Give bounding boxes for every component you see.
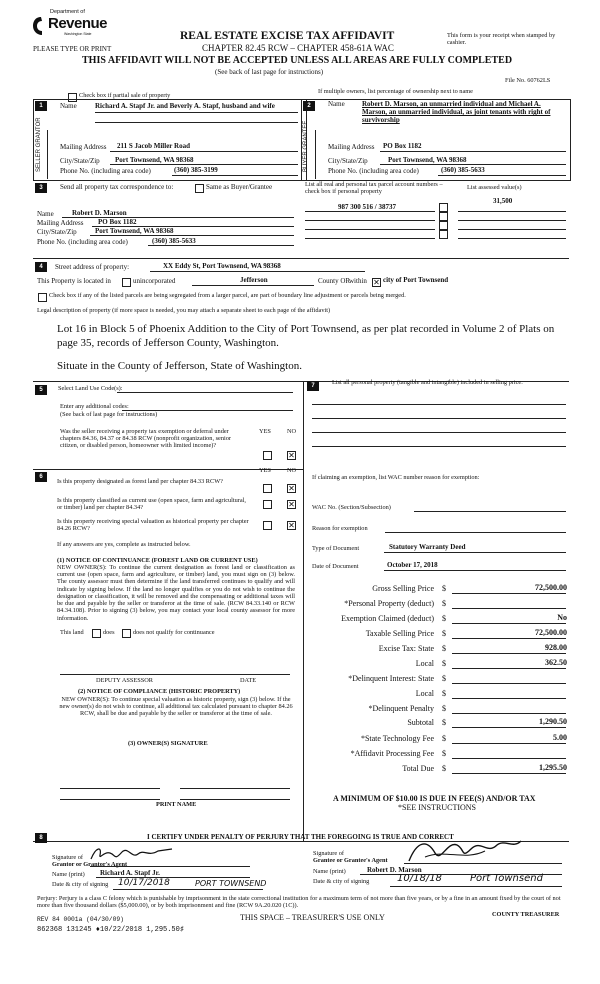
grantor-date-label: Date & city of signing [52, 881, 109, 888]
personal-property-label: List all personal property (tangible and intangible) included in selling price. [332, 379, 523, 386]
money-value[interactable]: 1,295.50 [539, 763, 567, 772]
legal-label: Legal description of property (if more space is needed, you may attach a separate sheet to each page of the affidavit) [37, 307, 331, 314]
dollar-sign: $ [442, 734, 446, 743]
forest-yes-checkbox[interactable] [263, 484, 272, 493]
legal-description[interactable]: Lot 16 in Block 5 of Phoenix Addition to the City of Port Townsend, as per plat recorded in Volume 2 of Plats on page 35, records of Jefferson County, Washington. [57, 323, 555, 349]
seller-side-label: SELLER GRANTOR [36, 117, 42, 172]
money-underline [452, 713, 566, 714]
money-label: *Affidavit Processing Fee [350, 749, 434, 758]
dollar-sign: $ [442, 749, 446, 758]
money-label: *Delinquent Interest: State [348, 674, 434, 683]
located-in-label: This Property is located in [37, 277, 111, 285]
money-underline [452, 773, 566, 774]
corr-mailing-label: Mailing Address [37, 219, 84, 227]
money-underline [452, 653, 566, 654]
section-7-number: 7 [307, 381, 319, 391]
segregated-checkbox[interactable] [38, 293, 47, 302]
current-use-yes-checkbox[interactable] [263, 500, 272, 509]
unincorporated-checkbox[interactable] [122, 278, 131, 287]
treasurer-use: THIS SPACE – TREASURER'S USE ONLY [240, 913, 385, 922]
dollar-sign: $ [442, 614, 446, 623]
see-back-header: (See back of last page for instructions) [215, 68, 324, 76]
money-label: *State Technology Fee [360, 734, 434, 743]
rev-number: REV 84 0001a (04/30/09) [37, 916, 124, 923]
no-header-5: NO [287, 428, 297, 435]
deputy-assessor-label: DEPUTY ASSESSOR [96, 677, 153, 684]
parcel-number[interactable]: 987 300 516 / 38737 [338, 203, 396, 211]
grantee-date[interactable]: 10/18/18 [397, 873, 442, 884]
dollar-sign: $ [442, 674, 446, 683]
notice-compliance-title: (2) NOTICE OF COMPLIANCE (HISTORIC PROPERTY) [78, 688, 241, 695]
please-type: PLEASE TYPE OR PRINT [33, 45, 112, 53]
dollar-sign: $ [442, 644, 446, 653]
money-value[interactable]: 72,500.00 [535, 628, 567, 637]
does-not-qualify-checkbox[interactable] [122, 629, 131, 638]
additional-codes-label: Enter any additional codes: [60, 403, 129, 410]
section-5-number: 5 [35, 385, 47, 395]
print-name-label: PRINT NAME [156, 801, 197, 808]
doc-type-value[interactable]: Statutory Warranty Deed [389, 543, 466, 551]
money-label: Gross Selling Price [372, 584, 434, 593]
doc-date-value[interactable]: October 17, 2018 [387, 561, 438, 569]
notice-compliance-body: NEW OWNER(S): To continue special valuation as historic property, sign (3) below. If the new owner(s) do not wish to continue, all additional tax calculated pursuant to chapter 84.26 RCW, shall be due and payable by the seller or transferor at the time of sale. [59, 696, 293, 718]
buyer-phone-label: Phone No. (including area code) [328, 167, 419, 175]
money-label: Excise Tax: State [378, 644, 434, 653]
dollar-sign: $ [442, 584, 446, 593]
money-value[interactable]: 5.00 [553, 733, 567, 742]
doc-date-label: Date of Document [312, 563, 359, 570]
corr-name[interactable]: Robert D. Marson [72, 209, 127, 217]
assessed-value[interactable]: 31,500 [493, 197, 513, 205]
receipt-note: This form is your receipt when stamped by cashier. [447, 32, 556, 47]
exemption-claim-label: If claiming an exemption, list WAC number reason for exemption: [312, 474, 480, 481]
logo-state: Washington State [64, 32, 92, 36]
county-or-label: County OR [318, 277, 351, 285]
grantor-name-label: Name (print) [52, 871, 85, 878]
section-2-number: 2 [303, 101, 315, 111]
buyer-phone[interactable]: (360) 385-5633 [441, 166, 485, 174]
historic-no-checkbox[interactable]: ✕ [288, 521, 295, 530]
money-value[interactable]: 362.50 [545, 658, 567, 667]
grantee-name[interactable]: Robert D. Marson [367, 866, 422, 874]
logo-dept: Department of [50, 9, 85, 15]
corr-phone-label: Phone No. (including area code) [37, 238, 128, 246]
exemption-yes-checkbox[interactable] [263, 451, 272, 460]
parcel-label: List all real and personal tax parcel account numbers – check box if personal property [305, 181, 443, 196]
owner-signature-title: (3) OWNER(S) SIGNATURE [128, 740, 208, 747]
section-6-number: 6 [35, 472, 47, 482]
seller-phone[interactable]: (360) 385-3199 [174, 166, 218, 174]
yes-header-5: YES [259, 428, 271, 435]
section-4-number: 4 [35, 262, 47, 272]
parcel-4-personal-checkbox[interactable] [439, 230, 448, 239]
see-instructions: *SEE INSTRUCTIONS [398, 803, 477, 812]
seller-city-label: City/State/Zip [60, 157, 100, 165]
money-underline [452, 593, 566, 594]
money-label: Subtotal [407, 718, 434, 727]
doc-type-label: Type of Document [312, 545, 360, 552]
treasurer-stamp: 862368 131245 ♦10/22/2018 1,295.50♯ [37, 926, 185, 934]
within-label: within [349, 277, 367, 285]
grantor-name[interactable]: Richard A. Stapf Jr. [100, 869, 160, 877]
seller-name[interactable]: Richard A. Stapf Jr. and Beverly A. Stapf, husband and wife [95, 102, 275, 110]
money-underline [452, 683, 566, 684]
section-8-number: 8 [35, 833, 47, 843]
buyer-mailing[interactable]: PO Box 1182 [383, 142, 422, 150]
wac-label: WAC No. (Section/Subsection) [312, 504, 391, 511]
dollar-sign: $ [442, 704, 446, 713]
does-qualify-checkbox[interactable] [92, 629, 101, 638]
money-label: Exemption Claimed (deduct) [341, 614, 434, 623]
situate-text[interactable]: Situate in the County of Jefferson, State of Washington. [57, 360, 302, 372]
revenue-logo [32, 8, 108, 40]
buyer-mailing-label: Mailing Address [328, 143, 375, 151]
section-3-number: 3 [35, 183, 47, 193]
grantor-city[interactable]: PORT TOWNSEND [195, 879, 267, 888]
money-underline [452, 743, 566, 744]
form-title: REAL ESTATE EXCISE TAX AFFIDAVIT [180, 30, 395, 42]
dollar-sign: $ [442, 629, 446, 638]
forest-no-checkbox[interactable]: ✕ [288, 484, 295, 493]
logo-name: Revenue [48, 15, 108, 32]
historic-yes-checkbox[interactable] [263, 521, 272, 530]
grantee-name-label: Name (print) [313, 868, 346, 875]
seller-mailing-label: Mailing Address [60, 143, 107, 151]
grantor-date[interactable]: 10/17/2018 [118, 878, 170, 888]
current-use-question: Is this property classified as current use (open space, farm and agricultural, or timber) land per chapter 84.34? [57, 497, 247, 512]
grantee-date-label: Date & city of signing [313, 878, 370, 885]
multiple-owners-note: If multiple owners, list percentage of ownership next to name [318, 88, 473, 95]
street-label: Street address of property: [55, 263, 130, 271]
money-value[interactable]: 72,500.00 [535, 583, 567, 592]
corr-city[interactable]: Port Townsend, WA 98368 [95, 227, 174, 235]
within-city-checkbox[interactable]: ✕ [373, 278, 380, 287]
grantee-signature[interactable] [405, 835, 525, 865]
minimum-note: A MINIMUM OF $10.00 IS DUE IN FEE(S) AND/OR TAX [333, 794, 536, 803]
dollar-sign: $ [442, 659, 446, 668]
grantee-sig-label-2: Grantee or Grantee's Agent [313, 857, 388, 864]
money-underline [452, 698, 566, 699]
certify-text: I CERTIFY UNDER PENALTY OF PERJURY THAT THE FOREGOING IS TRUE AND CORRECT [147, 833, 454, 841]
if-yes-note: If any answers are yes, complete as instructed below. [57, 541, 191, 548]
does-label: does [103, 629, 115, 636]
buyer-name-label: Name [328, 100, 345, 108]
historic-question: Is this property receiving special valuation as historical property per chapter 84.26 RCW? [57, 518, 249, 533]
same-as-buyer-label: Same as Buyer/Grantee [206, 183, 273, 191]
this-land-label: This land [60, 629, 84, 636]
buyer-city-label: City/State/Zip [328, 157, 368, 165]
form-chapter: CHAPTER 82.45 RCW – CHAPTER 458-61A WAC [202, 43, 394, 53]
grantor-sig-label: Signature of [52, 854, 83, 861]
money-value[interactable]: 1,290.50 [539, 717, 567, 726]
corr-name-label: Name [37, 210, 54, 218]
perjury-note: Perjury: Perjury is a class C felony which is punishable by imprisonment in the state correctional institution for a maximum term of not more than five years, or by a fine in an amount fixed by the court of not more than five thousand dollars ($5,000.00), or by both imprisonment and fine (RCW 9A.20.020 (1C)). [37, 895, 561, 910]
seller-city[interactable]: Port Townsend, WA 98368 [115, 156, 194, 164]
county-treasurer: COUNTY TREASURER [492, 911, 560, 918]
assessor-date-label: DATE [240, 677, 257, 684]
dollar-sign: $ [442, 718, 446, 727]
city-of-label: city of Port Townsend [383, 276, 449, 284]
money-underline [452, 668, 566, 669]
money-value[interactable]: No [557, 613, 567, 622]
dollar-sign: $ [442, 599, 446, 608]
money-value[interactable]: 928.00 [545, 643, 567, 652]
corr-city-label: City/State/Zip [37, 228, 77, 236]
land-use-label: Select Land Use Code(s): [58, 385, 123, 392]
exemption-question: Was the seller receiving a property tax exemption or deferral under chapters 84.36, 84.37 or 84.38 RCW (nonprofit organization, senior citizen, or disabled person, homeowner with limited income)? [60, 428, 231, 450]
corr-mailing[interactable]: PO Box 1182 [98, 218, 137, 226]
seller-mailing[interactable]: 211 S Jacob Miller Road [117, 142, 190, 150]
parcel-3-personal-checkbox[interactable] [439, 221, 448, 230]
grantee-city[interactable]: Port Townsend [470, 873, 543, 884]
grantee-sig-label: Signature of [313, 850, 344, 857]
buyer-city[interactable]: Port Townsend, WA 98368 [388, 156, 467, 164]
no-header-6: NO [287, 467, 297, 474]
money-label: Total Due [402, 764, 434, 773]
dollar-sign: $ [442, 689, 446, 698]
buyer-side-label: BUYER GRANTEE [303, 120, 309, 172]
notice-continuance-body: NEW OWNER(S): To continue the current designation as forest land or classification as current use (open space, farm and agriculture, or timber) land, you must sign on (3) below. The county assessor must then determine if the land transferred continues to qualify and will indicate by signing below. If the land no longer qualifies or you do not wish to continue the designation or classification, it will be removed and the compensating or additional taxes will be due and payable by the seller or transferor at the time of sale. (RCW 84.33.140 or RCW 84.34.108). Prior to signing (3) below, you may contact your local county assessor for more information. [57, 564, 295, 622]
grantor-signature[interactable] [88, 843, 178, 865]
correspondence-label: Send all property tax correspondence to: [60, 183, 174, 191]
money-label: *Delinquent Penalty [368, 704, 434, 713]
seller-name-label: Name [60, 102, 77, 110]
does-not-label: does not qualify for continuance [133, 629, 215, 636]
seller-phone-label: Phone No. (including area code) [60, 167, 151, 175]
corr-phone[interactable]: (360) 385-5633 [152, 237, 196, 245]
reason-label: Reason for exemption [312, 525, 368, 532]
same-as-buyer-checkbox[interactable] [195, 184, 204, 193]
money-underline [452, 727, 566, 728]
money-underline [452, 638, 566, 639]
exemption-no-checkbox[interactable]: ✕ [288, 451, 295, 460]
partial-sale-label: Check box if partial sale of property [79, 92, 171, 99]
money-label: Taxable Selling Price [365, 629, 434, 638]
parcel-2-personal-checkbox[interactable] [439, 212, 448, 221]
buyer-name[interactable]: Robert D. Marson, an unmarried individual and Michael A. Marson, an unmarried individual, as joint tenants with right of survivorship [362, 100, 551, 125]
form-warning: THIS AFFIDAVIT WILL NOT BE ACCEPTED UNLESS ALL AREAS ARE FULLY COMPLETED [82, 55, 513, 66]
see-back-5: (See back of last page for instructions) [60, 411, 158, 418]
segregated-label: Check box if any of the listed parcels are being segregated from a larger parcel, are part of boundary line adjustment or parcels being merged. [49, 292, 406, 299]
parcel-1-personal-checkbox[interactable] [439, 203, 448, 212]
money-label: Local [415, 659, 434, 668]
money-underline [452, 623, 566, 624]
current-use-no-checkbox[interactable]: ✕ [288, 500, 295, 509]
money-label: *Personal Property (deduct) [344, 599, 434, 608]
grantor-sig-label-2: Grantor or Grantor's Agent [52, 861, 128, 868]
county-value[interactable]: Jefferson [240, 276, 268, 284]
dollar-sign: $ [442, 764, 446, 773]
forest-question: Is this property designated as forest land per chapter 84.33 RCW? [57, 478, 223, 485]
notice-continuance-title: (1) NOTICE OF CONTINUANCE (FOREST LAND OR CURRENT USE) [57, 557, 258, 564]
file-no: File No. 60762LS [505, 77, 551, 84]
money-label: Local [415, 689, 434, 698]
unincorporated-label: unincorporated [133, 277, 176, 285]
section-1-number: 1 [35, 101, 47, 111]
money-underline [452, 758, 566, 759]
assessed-label: List assessed value(s) [467, 184, 522, 191]
yes-header-6: YES [259, 467, 271, 474]
money-underline [452, 608, 566, 609]
street-address[interactable]: XX Eddy St, Port Townsend, WA 98368 [163, 262, 281, 270]
